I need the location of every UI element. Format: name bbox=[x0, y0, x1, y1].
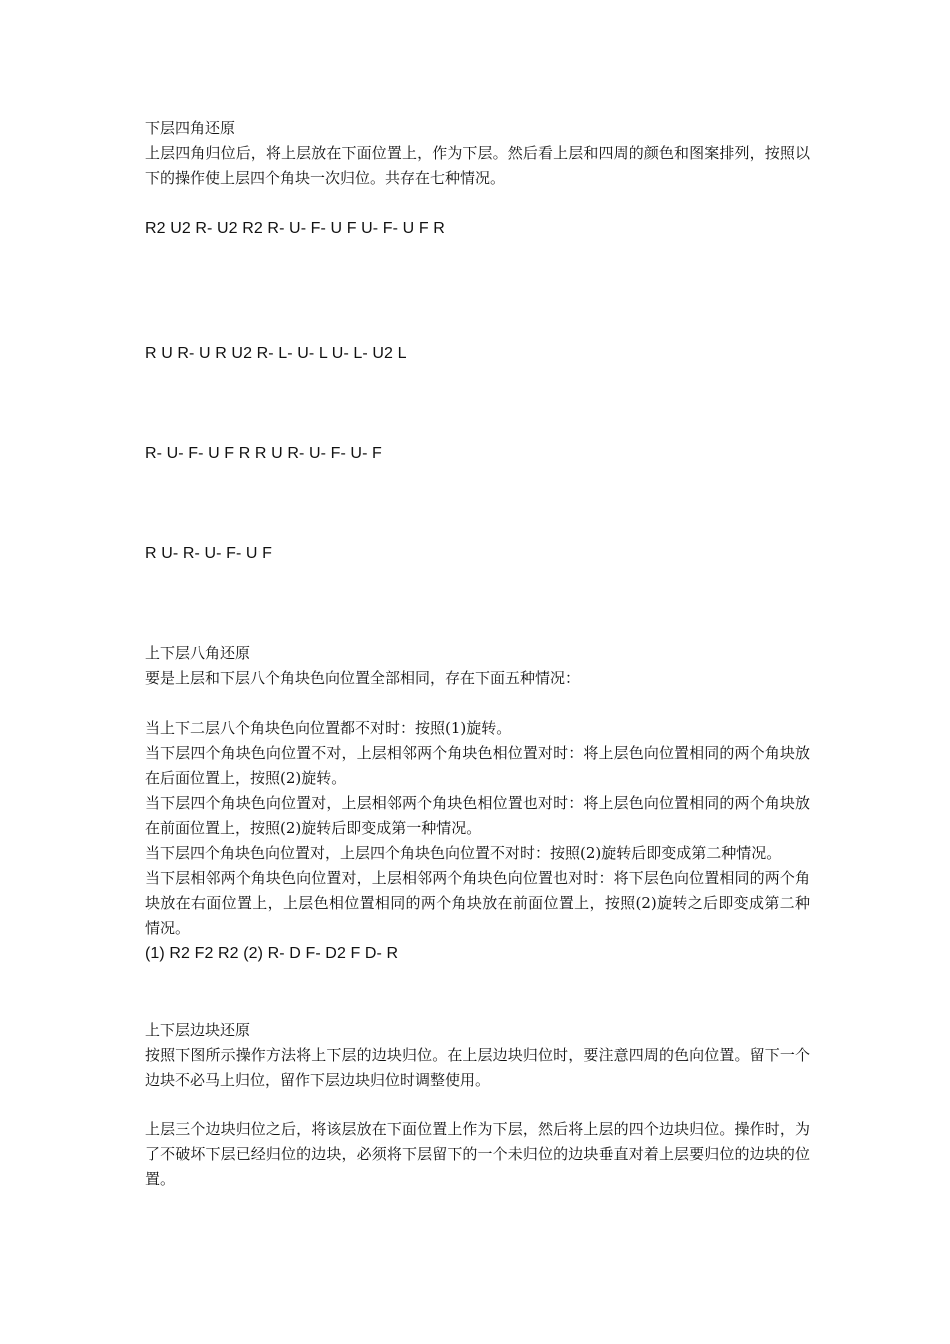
case-item-2: 当下层四个角块色向位置不对，上层相邻两个角块色相位置对时：将上层色向位置相同的两个角块放在后面位置上，按照(2)旋转。 bbox=[145, 744, 810, 787]
formula-line-2: R U R- U R U2 R- L- U- L U- L- U2 L bbox=[145, 345, 407, 362]
section-title-eight-corners: 上下层八角还原 bbox=[145, 644, 251, 662]
case-item-5: 当下层相邻两个角块色向位置对，上层相邻两个角块色向位置也对时：将下层色向位置相同的两个角块放在右面位置上，上层色相位置相同的两个角块放在前面位置上，按照(2)旋转之后即变成第二种情况。 bbox=[145, 869, 810, 937]
formula-line-1: R2 U2 R- U2 R2 R- U- F- U F U- F- U F R bbox=[145, 220, 445, 237]
section-paragraph-edges-1: 按照下图所示操作方法将上下层的边块归位。在上层边块归位时，要注意四周的色向位置。留下一个边块不必马上归位，留作下层边块归位时调整使用。 bbox=[145, 1046, 810, 1089]
section-paragraph-lower-corners: 上层四角归位后，将上层放在下面位置上，作为下层。然后看上层和四周的颜色和图案排列，按照以下的操作使上层四个角块一次归位。共存在七种情况。 bbox=[145, 144, 810, 187]
formula-line-eight-corners: (1) R2 F2 R2 (2) R- D F- D2 F D- R bbox=[145, 945, 399, 962]
case-item-1: 当上下二层八个角块色向位置都不对时：按照(1)旋转。 bbox=[145, 719, 512, 737]
section-paragraph-edges-2: 上层三个边块归位之后，将该层放在下面位置上作为下层，然后将上层的四个边块归位。操作时，为了不破坏下层已经归位的边块，必须将下层留下的一个未归位的边块垂直对着上层要归位的边块的位置。 bbox=[145, 1120, 810, 1188]
section-intro-eight-corners: 要是上层和下层八个角块色向位置全部相同，存在下面五种情况： bbox=[145, 669, 581, 687]
formula-line-3: R- U- F- U F R R U R- U- F- U- F bbox=[145, 445, 382, 462]
case-item-4: 当下层四个角块色向位置对，上层四个角块色向位置不对时：按照(2)旋转后即变成第二种情况。 bbox=[145, 844, 782, 862]
section-title-edges: 上下层边块还原 bbox=[145, 1021, 251, 1039]
case-item-3: 当下层四个角块色向位置对，上层相邻两个角块色相位置也对时：将上层色向位置相同的两个角块放在前面位置上，按照(2)旋转后即变成第一种情况。 bbox=[145, 794, 810, 837]
formula-line-4: R U- R- U- F- U F bbox=[145, 545, 273, 562]
section-title-lower-corners: 下层四角还原 bbox=[145, 119, 236, 137]
document-page bbox=[145, 116, 810, 1192]
